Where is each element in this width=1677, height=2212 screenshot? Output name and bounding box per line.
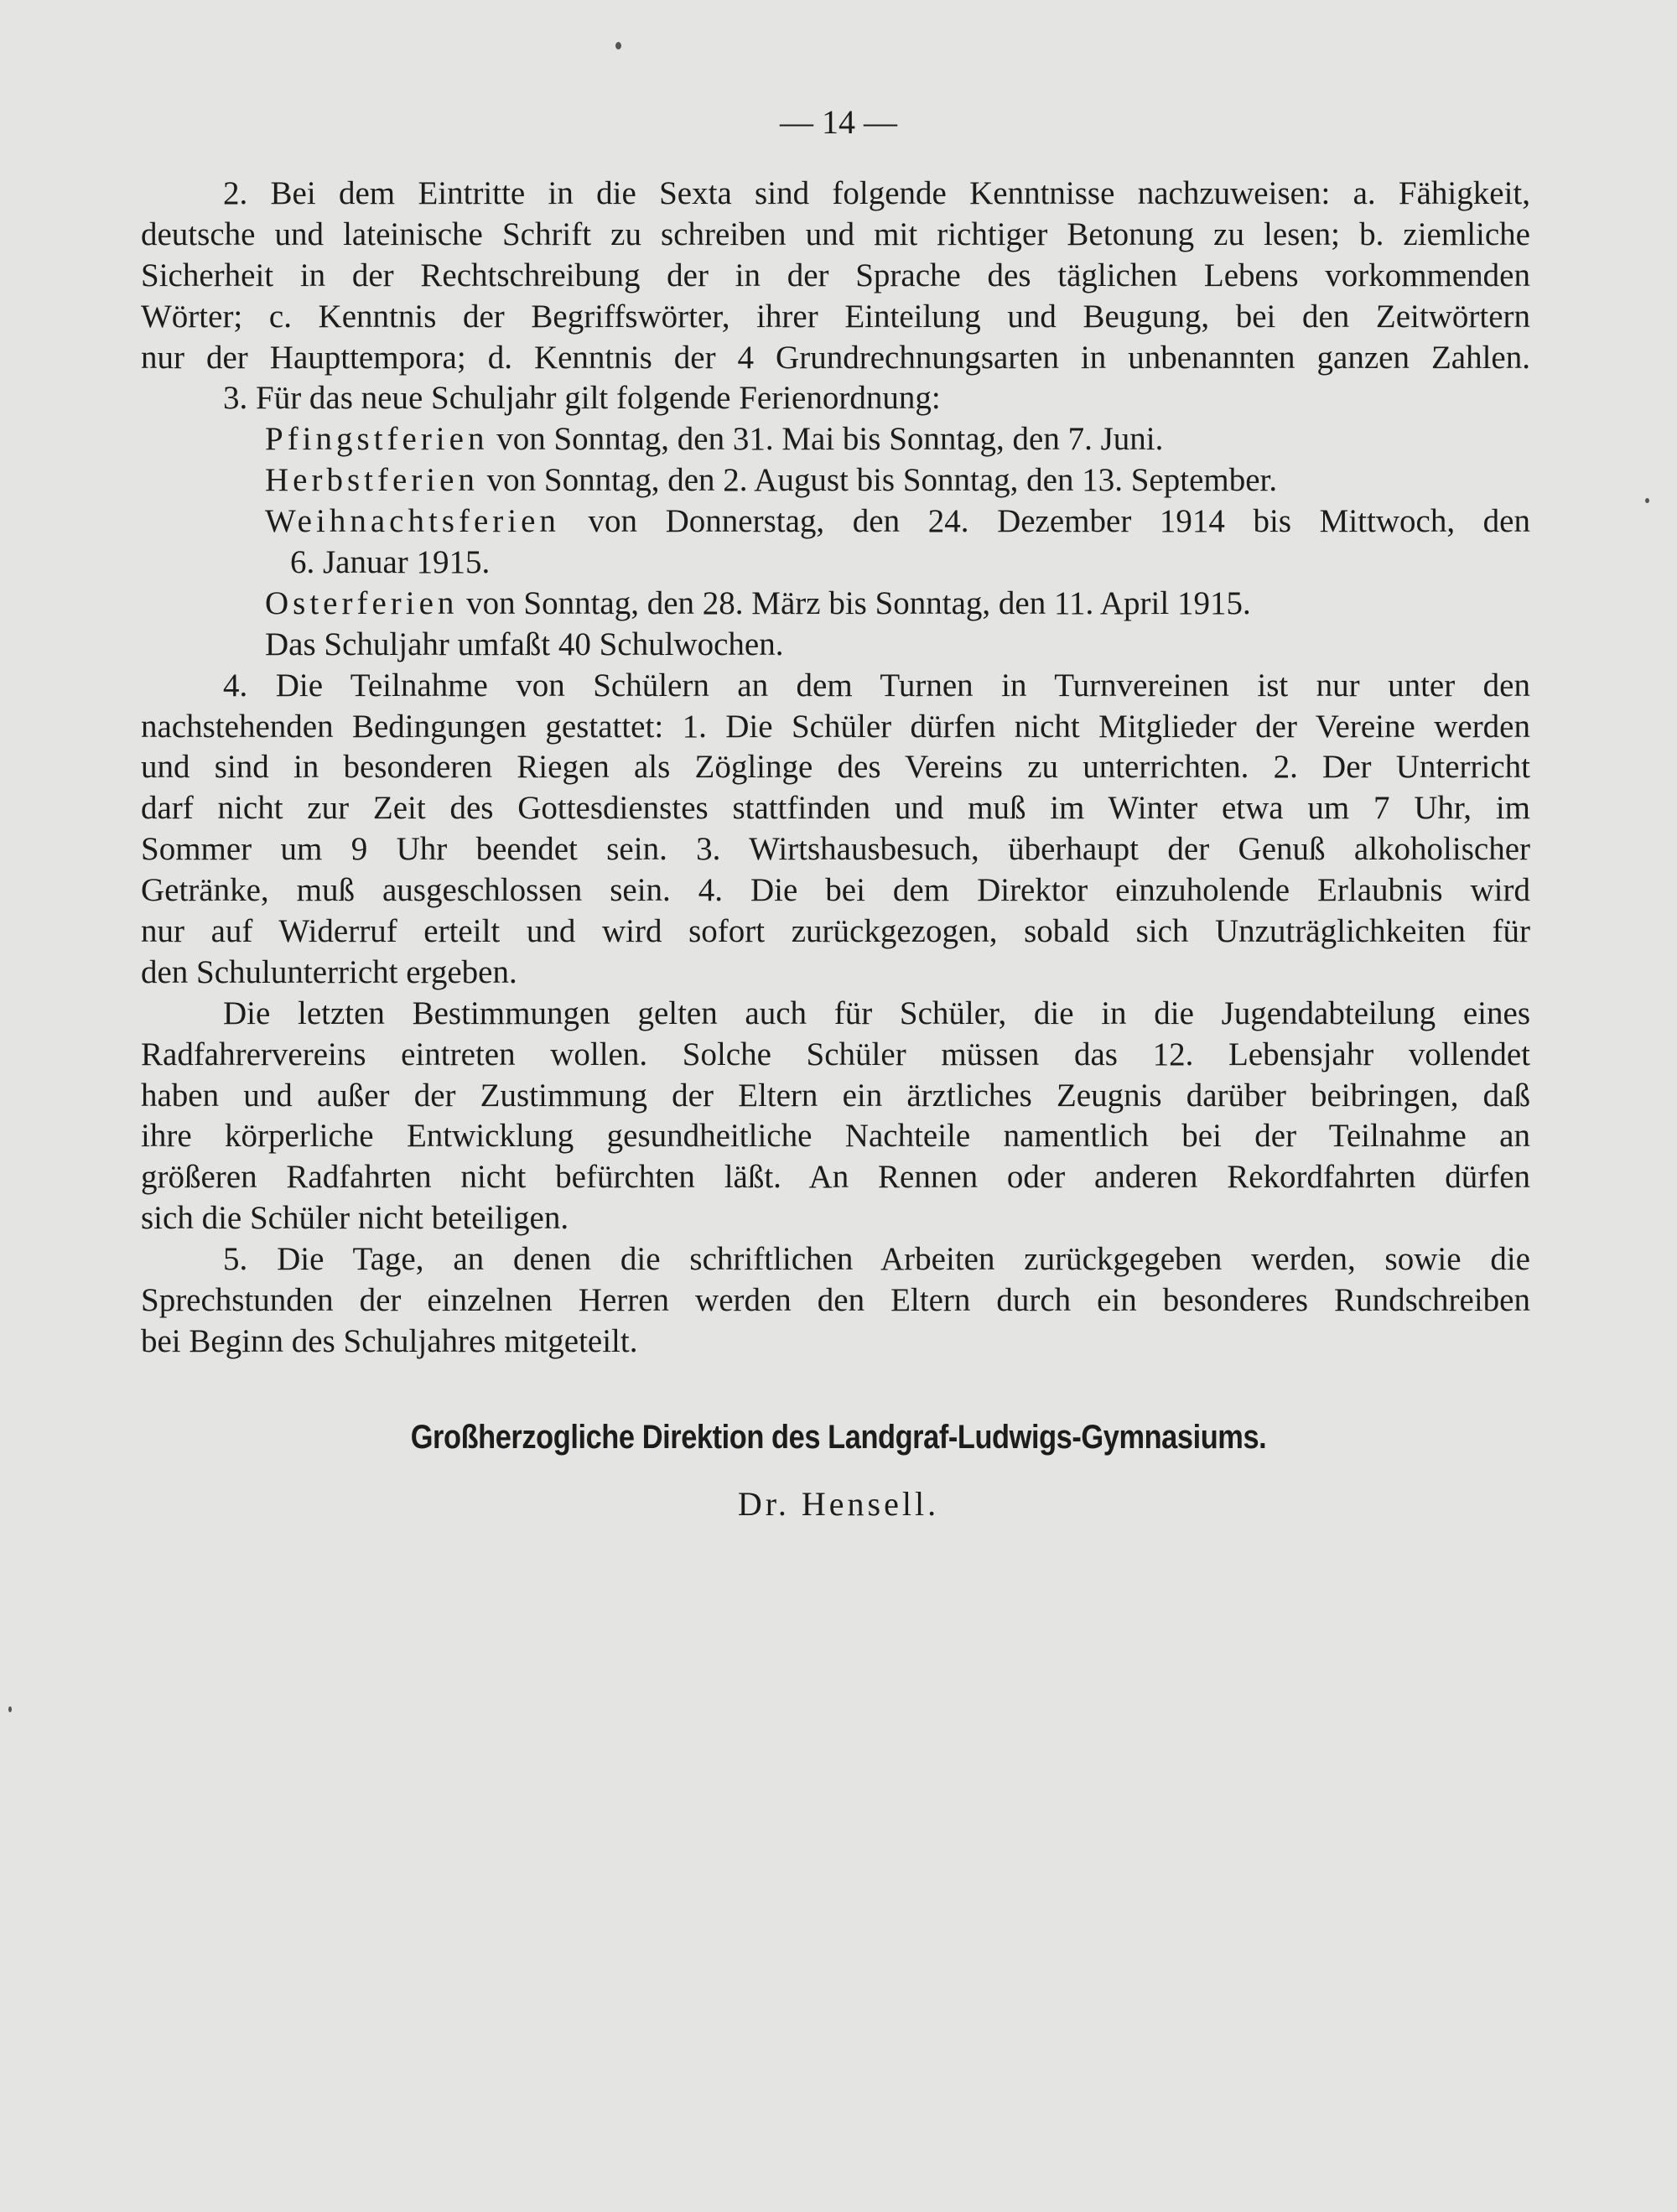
signature	[0, 1484, 1677, 1524]
line-text: ihre körperliche Entwicklung gesundheitliche Nachteile namentlich bei der Teilnahme an	[141, 1118, 1530, 1155]
line-text: von Sonntag, den 28. März bis Sonntag, den 11. April 1915.	[458, 584, 1251, 621]
text-line	[141, 829, 1530, 870]
text-line	[141, 1198, 1530, 1239]
line-text: von Sonntag, den 2. August bis Sonntag, den 13. September.	[478, 462, 1278, 499]
line-text: Sprechstunden der einzelnen Herren werden den Eltern durch ein besonderes Rundschreiben	[141, 1282, 1530, 1319]
line-text: Die letzten Bestimmungen gelten auch für Schüler, die in die Jugendabteilung eines	[223, 994, 1530, 1031]
text-line	[141, 953, 1530, 994]
issuing-authority: Großherzogliche Direktion des Landgraf-Ludwigs-Gymnasiums.	[410, 1419, 1267, 1456]
text-line	[141, 666, 1530, 707]
text-line	[141, 460, 1530, 501]
line-text: und sind in besonderen Riegen als Zöglinge des Vereins zu unterrichten. 2. Der Unterricht	[141, 749, 1530, 786]
text-line	[141, 625, 1530, 666]
text-line	[141, 297, 1530, 338]
text-line	[141, 584, 1530, 625]
line-text: nur auf Widerruf erteilt und wird sofort zurückgezogen, sobald sich Unzuträglichkeiten für	[141, 913, 1530, 950]
text-line	[141, 911, 1530, 953]
line-text: nachstehenden Bedingungen gestattet: 1. Die Schüler dürfen nicht Mitglieder der Vereine werden	[141, 708, 1530, 745]
line-text: darf nicht zur Zeit des Gottesdienstes stattfinden und muß im Winter etwa um 7 Uhr, im	[141, 790, 1530, 827]
holiday-name: Weihnachtsferien	[265, 503, 560, 540]
text-line	[141, 1157, 1530, 1198]
text-line	[141, 1076, 1530, 1117]
text-line	[141, 1116, 1530, 1157]
text-line	[141, 994, 1530, 1035]
line-text: 2. Bei dem Eintritte in die Sexta sind folgende Kenntnisse nachzuweisen: a. Fähigkeit,	[223, 175, 1530, 211]
line-text: 6. Januar 1915.	[290, 544, 491, 581]
text-line	[141, 501, 1530, 543]
text-line	[141, 338, 1530, 379]
text-line	[141, 543, 1530, 584]
text-line	[141, 378, 1530, 419]
text-line	[141, 419, 1530, 460]
line-text: 4. Die Teilnahme von Schülern an dem Turnen in Turnvereinen ist nur unter den	[223, 667, 1530, 704]
text-line	[141, 215, 1530, 256]
text-line	[141, 1239, 1530, 1280]
body-text	[141, 174, 1530, 1363]
line-text: Wörter; c. Kenntnis der Begriffswörter, ihrer Einteilung und Beugung, bei den Zeitwörtern	[141, 298, 1530, 335]
text-line	[141, 788, 1530, 829]
text-line	[141, 256, 1530, 297]
line-text: 5. Die Tage, an denen die schriftlichen Arbeiten zurückgegeben werden, sowie die	[223, 1241, 1530, 1278]
text-line	[141, 1321, 1530, 1363]
text-line	[141, 870, 1530, 911]
line-text: Radfahrervereins eintreten wollen. Solche Schüler müssen das 12. Lebensjahr vollendet	[141, 1036, 1530, 1072]
line-text: sich die Schüler nicht beteiligen.	[141, 1200, 569, 1237]
line-text: Sicherheit in der Rechtschreibung der in der Sprache des täglichen Lebens vorkommenden	[141, 257, 1530, 293]
line-text: Sommer um 9 Uhr beendet sein. 3. Wirtshausbesuch, überhaupt der Genuß alkoholischer	[141, 831, 1530, 868]
scan-speck	[1645, 498, 1649, 503]
text-line	[141, 1035, 1530, 1076]
holiday-name: Osterferien	[265, 584, 459, 621]
line-text: von Donnerstag, den 24. Dezember 1914 bis Mittwoch, den	[559, 503, 1530, 540]
line-text: bei Beginn des Schuljahres mitgeteilt.	[141, 1322, 638, 1359]
scan-speck	[8, 1706, 12, 1712]
scan-speck	[615, 42, 621, 49]
signature-name: Dr. Hensell.	[737, 1485, 940, 1523]
line-text: haben und außer der Zustimmung der Eltern ein ärztliches Zeugnis darüber beibringen, daß	[141, 1077, 1530, 1114]
line-text: von Sonntag, den 31. Mai bis Sonntag, den 7. Juni.	[488, 421, 1164, 458]
line-text: Das Schuljahr umfaßt 40 Schulwochen.	[265, 626, 784, 662]
line-text: 3. Für das neue Schuljahr gilt folgende Ferienordnung:	[223, 380, 941, 417]
page-number: — 14 —	[780, 103, 897, 141]
text-line	[141, 707, 1530, 748]
line-text: Getränke, muß ausgeschlossen sein. 4. Die bei dem Direktor einzuholende Erlaubnis wird	[141, 872, 1530, 909]
line-text: den Schulunterricht ergeben.	[141, 953, 517, 990]
holiday-name: Herbstferien	[265, 462, 479, 499]
text-line	[141, 174, 1530, 215]
line-text: deutsche und lateinische Schrift zu schreiben und mit richtiger Betonung zu lesen; b. ziemliche	[141, 215, 1530, 252]
holiday-name: Pfingstferien	[265, 421, 489, 458]
text-line	[141, 747, 1530, 788]
text-line	[141, 1280, 1530, 1321]
line-text: größeren Radfahrten nicht befürchten läßt. An Rennen oder anderen Rekordfahrten dürfen	[141, 1159, 1530, 1196]
line-text: nur der Haupttempora; d. Kenntnis der 4 Grundrechnungsarten in unbenannten ganzen Zahlen.	[141, 339, 1530, 376]
